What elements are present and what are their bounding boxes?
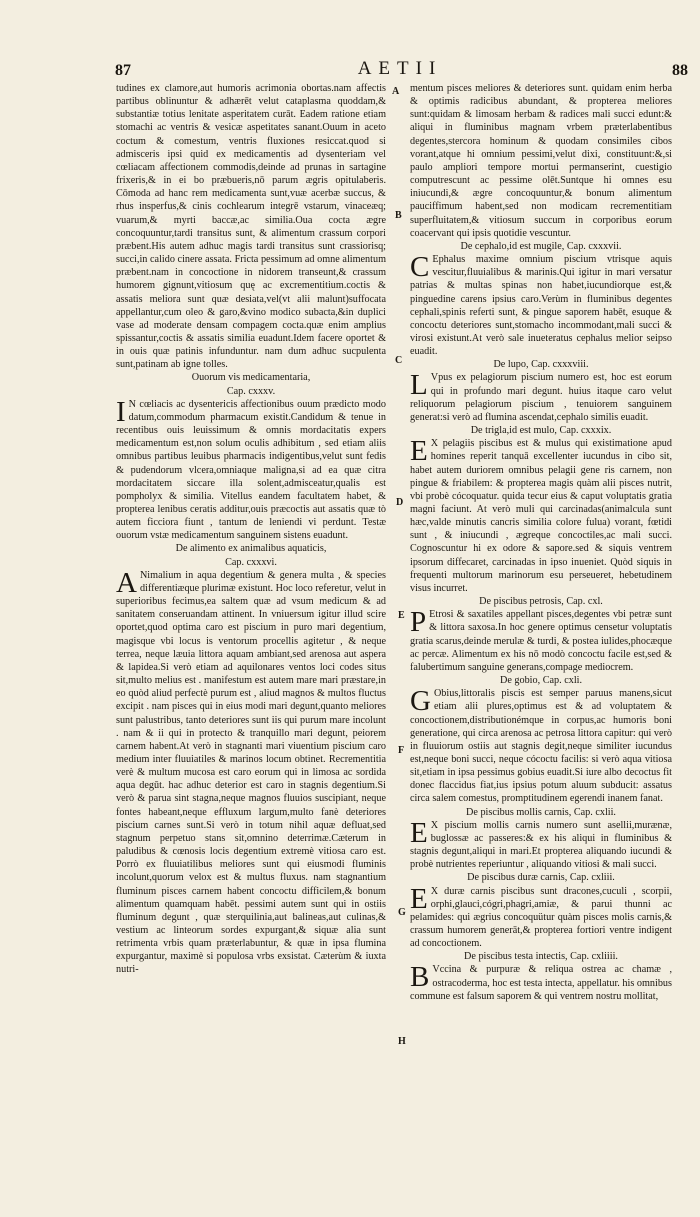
chapter-heading: De cephalo,id est mugile, Cap. cxxxvii. [460,240,622,252]
paragraph-text: X duræ carnis piscibus sunt dracones,cuculi , scorpii, orphi,glauci,cógri,phagri,amiæ, & parui thunni ac pelamides: qui ægrius concoquütur quàm pisces molis carnis,& crassum humorem generāt,& propterea fortiori ventre indigent ad concoctionem. [410,885,672,950]
paragraph [410,371,672,424]
drop-cap: I [116,395,126,428]
drop-cap: A [116,566,137,599]
paragraph [410,882,672,951]
drop-cap: E [410,435,428,468]
paragraph [410,687,672,805]
chapter-heading: De piscibus mollis carnis, Cap. cxlii. [466,806,616,818]
paragraph [410,608,672,674]
paragraph: mentum pisces meliores & deteriores sunt. quidam enim herba & optimis radicibus abundant, & propterea meliores sunt:quidam & limosam herbam & radices mali succi edunt:& aliqui in fluminibus magnam vrbem præterlabentibus degentes,stercora hominum & quodam consimiles cibos vorant,atque hi omnium pessimi,velut dixi, constituunt:&,si paulo ampliori tempore mortui permanserint, cuestigio computrescunt ac pessime olēt.Suntque hi omnes esu iniucundi,& ægre concoquuntur,& bonum alimentum pauciffimum habent,sed non modicam recrementitiam superfluitatem,& vitiosum succum in corporibus eorum coacervant qui ipsis quotidie vescuntur. [410,83,672,239]
chapter-heading: De gobio, Cap. cxli. [499,675,583,687]
margin-marker-h: H [398,1036,406,1047]
drop-cap: E [410,816,428,849]
paragraph [116,395,386,543]
paragraph [410,253,672,358]
chapter-heading: De piscibus petrosis, Cap. cxl. [479,596,603,608]
paragraph-text: Vccina & purpuræ & reliqua ostrea ac chamæ , ostracoderma, hoc est testa intecta, appellatur. his omnibus commune est falsum saporem & qui ventrem nostru mollitat, [410,964,672,1002]
drop-cap: G [410,685,431,718]
paragraph [116,566,386,977]
left-column [116,82,386,977]
left-page-number: 87 [115,62,131,79]
paragraph-text: Etrosi & saxatiles appellant pisces,degentes vbi petræ sunt & littora saxosa.In hoc genere optimus censetur voluptatis gratia scarus,deinde merulæ & turdi, & postea iulides,phocæque ac percæ. Alimentum ex his nō modò concoctu facile est,sed & falubertimum sanguine generans,compage mediocrem. [410,609,672,673]
drop-cap: C [410,251,430,284]
margin-marker-f: F [398,745,405,756]
margin-marker-c: C [395,355,403,366]
margin-marker-e: E [398,610,405,621]
chapter-heading: De piscibus testa intectis, Cap. cxliiii. [464,951,618,963]
chapter-number: Cap. cxxxv. [226,385,276,397]
margin-marker-g: G [398,907,406,918]
chapter-heading: De trigla,id est mulo, Cap. cxxxix. [470,425,612,437]
paragraph [410,816,672,872]
paragraph-text: X pelagiis piscibus est & mulus qui existimatione apud homines reperit tanquā excellenter iucundus in cibo sit, habet autem duriorem omnibus pelagii gene ris carnem, non pingue & friabilem: & propterea magis quàm alii pisces nutrit, vbi probè cócoquatur. quida tecur eius & caput voluptatis gratia magni faciunt. At verò muli qui carcinadas(animalcula sunt hæc,valde minutis cancris similia colore fulua) vorant, fœtidi sunt , & iniucundi , ægreque concoctiles,ac mali succi. Cognoscuntur hi ex odore & sapore.sed & siquis ventrem ipsorum diffecaret, carcinadas in ipso inueniet. Quòd siquis in frequenti multorum marinorum esu perseueret, hebetudinem visus incurret. [410,438,672,594]
paragraph-text: X piscium mollis carnis numero sunt asellii,murænæ, buglossæ ac passeres:& ex his aliqui in fluminibus & stagnis degunt,aliqui in mari.Et propterea aliquando iucundi & probè nutrientes reperiuntur , aliquando vitiosi & mali succi. [410,819,672,871]
margin-marker-d: D [396,497,404,508]
paragraph [410,437,672,595]
margin-marker-b: B [395,210,402,221]
chapter-number: Cap. cxxxvi. [225,556,277,568]
chapter-heading: De piscibus duræ carnis, Cap. cxliii. [467,872,615,884]
drop-cap: L [410,369,428,402]
running-head: AETII [357,58,443,79]
paragraph-text: N cœliacis ac dysentericis affectionibus ouum prædicto modo datum,commodum pharmacum existit.Candidum & tenue in recentibus ouis leuissimum & omnis mordacitatis expers medicamentum est,non solum oculis adhibitum , sed etiam aliis omnibus partibus leuibus pharmacis indigentibus,velut sunt fedis & pudendorum vlcera,omniaque maligna,si ad ea quæ citra mordacitatem siccare illa solent,admisceatur,qualis est pompholyx & similia. Vitellus eandem facultatem habet, & propterea lenibus ceratis additur,ouis præcoctis aut assatis quæ tò autem ficciora fiunt , tantum de leniendi vi perdunt. Testæ ouorum vstæ medicamentum sanguinem sistens euadunt. [116,398,386,542]
paragraph-text: Vpus ex pelagiorum piscium numero est, hoc est eorum qui in profundo mari degunt. huius itaque caro velut reliquorum pelagiorum piscium , tenuiorem sanguinem generat:si verò ad flumina ascendat,cephalo similis euadit. [410,372,672,423]
chapter-heading: De lupo, Cap. cxxxviii. [493,359,589,371]
right-column [410,82,672,1003]
paragraph-text: Obius,littoralis piscis est semper paruus manens,sicut etiam alii plures,optimus est & ad voluptatem & concoctionem,distributionémque in corpus,ac humoris boni generatione, qui circa arenosa ac petrosa littora capitur: qui verò in fluuiorum ostiis aut stagnis degit,neque similiter iucundus est,neque boni succi, neque cócoctu facilis: si verò aqua vitiosa sit,etiam in ipsa pessimus gobius euadit.Si iure albo decoctus fit donec flaccidus fiat,ius ipsius potum aluum subducit: assatus circa salem comestus, promptitudinem egerendi inanem fanat. [410,688,672,805]
paragraph [410,963,672,1002]
paragraph-text: Nimalium in aqua degentium & genera multa , & species differentiæque plurimæ existunt. Hoc loco referetur, velut in superioribus fecimus,ea saltem quæ ad vsum medicum & ad sanitatem conseruandam attinent. In vniuersum igitur illud scire oportet,quod optima caro est piscium in puro mari degentium, magisque vbi locus is ventorum procellis agitetur , & neque terrea, neque læuia littora aquam ambiant,sed arenosa aut aspera & lapidea.Si verò etiam ad aquilonares ventos loci codes situs sit,multo melius est . manifestum est autem mare mari præstare,in eo quòd aliud perfectè purum est , aliud magnos & multos fluctus excipit . nam pisces qui in eius modi mari degunt,quanto meliores sunt palustribus, tanto deteriores sunt iis qui purum mare incolunt . nam & ii qui in protecto & tranquillo mari degunt, peiorem carnem habent.At verò in stagnanti mari viuentium piscium caro medium inter fluuiatiles & marinos locum obtinet. Recrementitia verè & multum mucosa est caro eorum qui in limosa ac sordida aqua degūt. hac adhuc deterior est caro in stagnis degentium.Si verò & parua sint stagna,neque magnos fluuios suscipiant, neque fontes habeant,neque effluxum largum,multo fanè deteriores piscium carnes sunt.Si verò in totum nihil aquæ defluat,sed stagnum perpetuo stans sit,omnino deterrimæ.Cæterum in paludibus & cœnosis locis degentium extremè vitiosa caro est. Porrò ex fluuiatilibus meliores sunt qui eiusmodi fluminis incolunt,quorum velox est & multus fluxus. nam stagnantium fluminum pisces carnem habent concoctu difficilem,& bonum alimentum quamquam habēt. pessimi autem sunt qui in ostiis fluminum degunt , quæ sterquilinia,aut balineas,aut culinas,& vestium ac linteorum sordes expurgant,& siquæ alia sunt retrimenta vrbis quam præterlabuntur, & quæ in ipsa flumina expurgantur, maximè si populosa vrbs exsistat. Cæterùm & iuxta nutri- [116,569,386,976]
drop-cap: P [410,606,427,639]
drop-cap: B [410,961,430,994]
drop-cap: E [410,882,428,915]
paragraph: tudines ex clamore,aut humoris acrimonia obortas.nam affectis partibus oblinuntur & adhærēt velut cataplasma quoddam,& substantiæ totius lenitate asperitatem curāt. Eadem ratione etiam stomachi ac ventris & vesicæ aspetitates sanant.Ouum in aceto coctum & comestum, ventris fluxiones resiccat.quod si admisceris ipsi quid ex medicamentis ad dysenteriam vel cœliacam affectionem commodis,deinde ad prunas in sartagine frixeris,& in ei bo præbueris,nō parum ægris opitulaberis. Cōmoda ad hanc rem medicamenta sunt,vuæ acerbæ succus, & rhus insperfus,& cinis cochlearum integrē vstarum, vinaceæq; vuarum,& myrti baccæ,ac similia.Oua cocta ægre concoquuntur,tardi transitus sunt, & alimentum crassum corpori præbent.His autem adhuc magis tardi transitus sunt crassiorisq; succi,in calido cinere assata. Fricta pessimum ad omne alimentum præbent.nam in concoctione in nidorem transeunt,& crassum humorem gignunt,vitiosum quę ac excrementitium.coctis & assatis meliora sunt quæ desiata,vel(vt alii malunt)suffocata appellantur,cum oleo & garo,&vino modico subacta,&in duplici vase ad moderate densam compagem cocta.quæ enim amplius spissantur,coctis & assatis similia euadunt.Idem facere oportet & in ouis quæ patinis infunduntur. nam dum adhuc sucpulenta sunt,patinam ab igne tolles. [116,83,386,371]
margin-marker-a: A [392,86,400,97]
chapter-heading: Ouorum vis medicamentaria, [191,372,311,384]
paragraph-text: Ephalus maxime omnium piscium vtrisque aquis vescitur,fluuialibus & marinis.Qui igitur in mari versatur patrias & multas spinas non habet,iucundiorque est,& pinguedine carens ipsius caro.Verùm in fluminibus degentes cephali,spinis referti sunt, & pingue saporem habēt, esuque & concoctu deteriores sunt,stomacho incommodant,mali succi & virosi existunt.At verò sale inueteratus cephalus melior seipso euadit. [410,254,672,358]
chapter-heading: De alimento ex animalibus aquaticis, [175,543,327,555]
right-page-number: 88 [672,62,688,79]
